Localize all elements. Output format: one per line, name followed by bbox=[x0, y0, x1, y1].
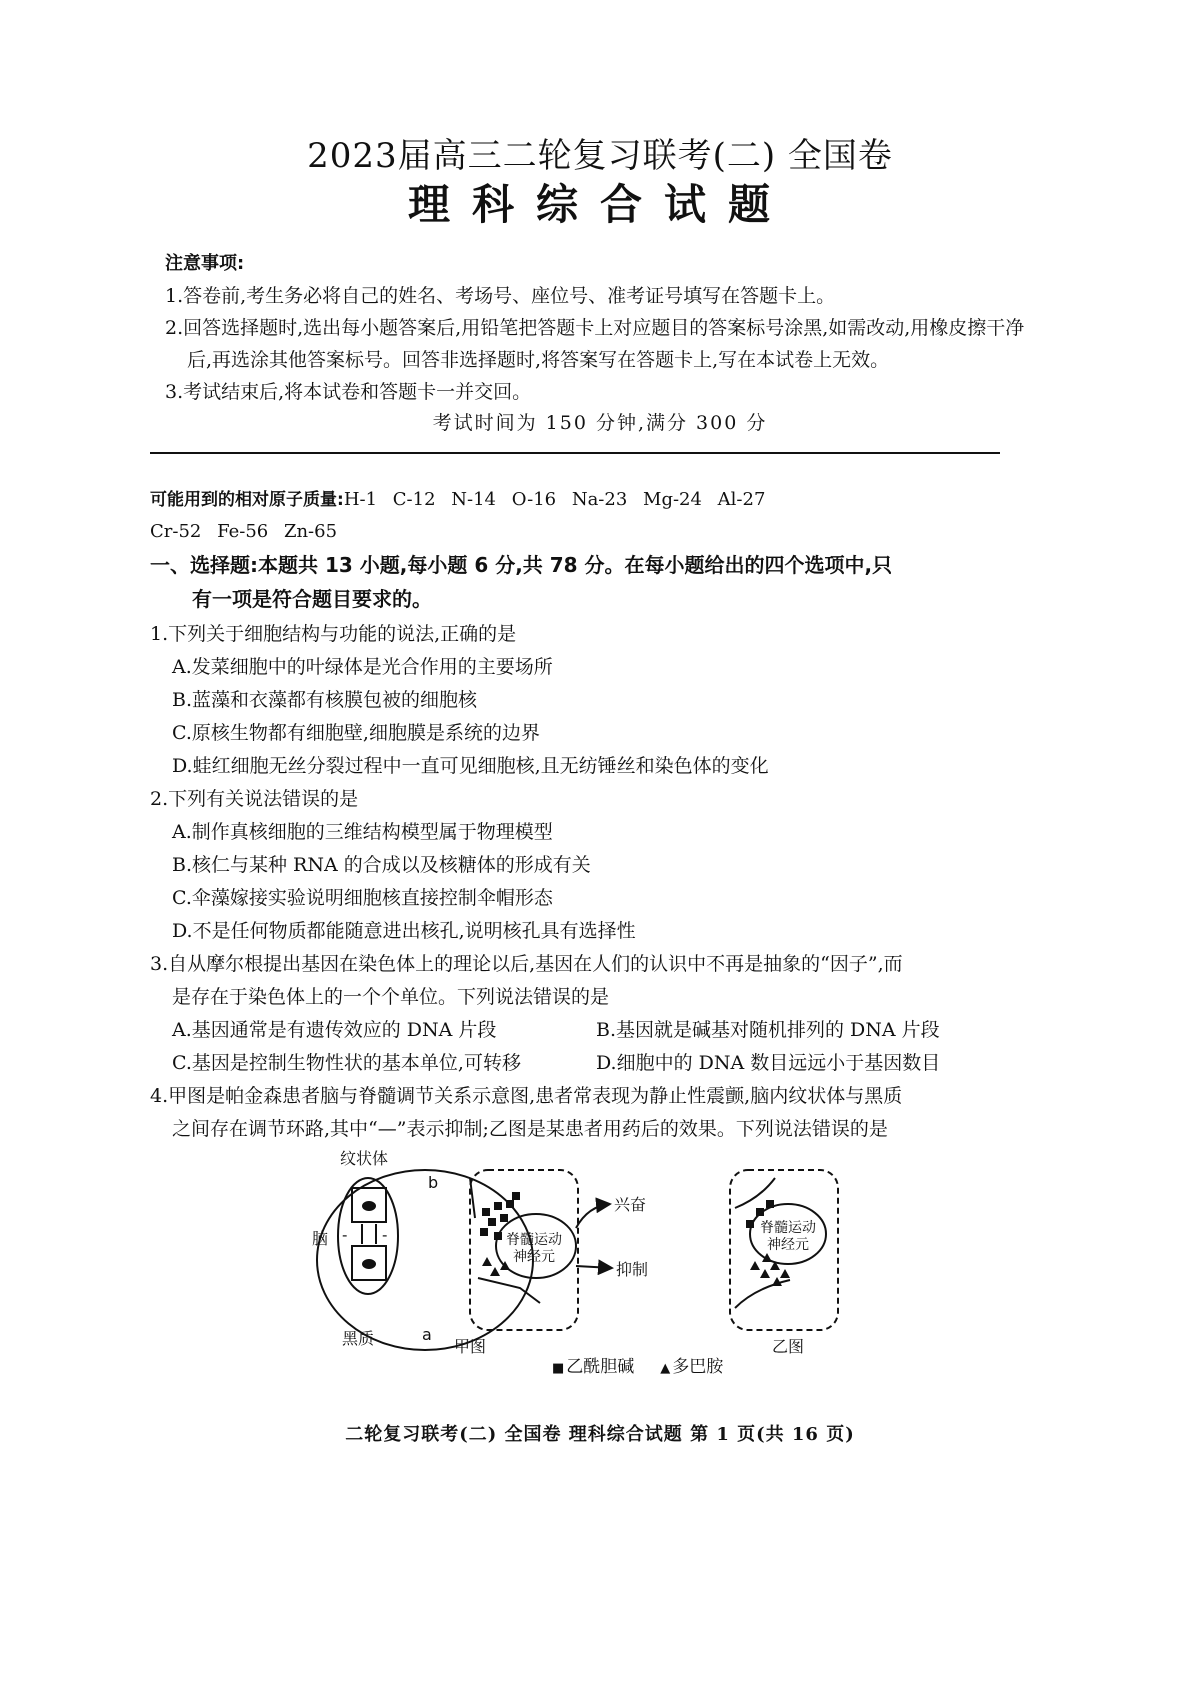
dopamine-mark bbox=[482, 1257, 492, 1266]
question-stem: 4.甲图是帕金森患者脑与脊髓调节关系示意图,患者常表现为静止性震颤,脑内纹状体与黑质 bbox=[150, 1085, 903, 1107]
acetylcholine-mark bbox=[488, 1218, 496, 1226]
acetylcholine-mark bbox=[746, 1220, 754, 1228]
excite-label: 兴奋 bbox=[614, 1195, 647, 1214]
exam-subject-title: 理科综合试题 bbox=[407, 180, 792, 229]
nucleus-icon bbox=[362, 1259, 376, 1269]
option: D.蛙红细胞无丝分裂过程中一直可见细胞核,且无纺锤丝和染色体的变化 bbox=[172, 755, 769, 777]
option: B.核仁与某种 RNA 的合成以及核糖体的形成有关 bbox=[172, 854, 591, 876]
option: A.发菜细胞中的叶绿体是光合作用的主要场所 bbox=[172, 656, 553, 678]
inhibit-arrow bbox=[576, 1266, 612, 1268]
exam-title: 2023届高三二轮复习联考(二) 全国卷 bbox=[307, 136, 893, 176]
atomic-masses-line: H-1 C-12 N-14 O-16 Na-23 Mg-24 Al-27 bbox=[343, 489, 766, 510]
notes-item: 1.答卷前,考生务必将自己的姓名、考场号、座位号、准考证号填写在答题卡上。 bbox=[165, 285, 836, 307]
atomic-masses bbox=[150, 484, 1020, 548]
brain-label: 脑 bbox=[312, 1229, 329, 1248]
exam-time: 考试时间为 150 分钟,满分 300 分 bbox=[432, 412, 768, 434]
axon-terminal bbox=[735, 1280, 790, 1308]
option: A.基因通常是有遗传效应的 DNA 片段 bbox=[172, 1019, 497, 1041]
question-2 bbox=[150, 783, 1020, 948]
substantia-nigra-label: 黑质 bbox=[342, 1329, 375, 1348]
figure-jia-label: 甲图 bbox=[454, 1337, 487, 1356]
option: D.不是任何物质都能随意进出核孔,说明核孔具有选择性 bbox=[172, 920, 636, 942]
acetylcholine-mark bbox=[506, 1200, 514, 1208]
neuron-label: 神经元 bbox=[513, 1249, 555, 1265]
striatum-label: 纹状体 bbox=[340, 1149, 389, 1168]
brain-spinal-diagram bbox=[310, 1148, 870, 1378]
pathway-label-b: b bbox=[428, 1173, 439, 1192]
minus-sign: - bbox=[382, 1226, 388, 1244]
option: B.基因就是碱基对随机排列的 DNA 片段 bbox=[596, 1019, 940, 1041]
page-footer: 二轮复习联考(二) 全国卷 理科综合试题 第 1 页(共 16 页) bbox=[345, 1424, 855, 1445]
option: D.细胞中的 DNA 数目远远小于基因数目 bbox=[596, 1052, 941, 1074]
figure-legend bbox=[552, 1352, 723, 1377]
question-4 bbox=[150, 1080, 1020, 1146]
neuron-label: 神经元 bbox=[767, 1237, 809, 1253]
option-row bbox=[150, 1014, 1020, 1047]
dopamine-mark bbox=[750, 1261, 760, 1270]
pathway-label-a: a bbox=[422, 1325, 432, 1344]
option: C.伞藻嫁接实验说明细胞核直接控制伞帽形态 bbox=[172, 887, 553, 909]
legend-dopamine: 多巴胺 bbox=[672, 1357, 724, 1377]
question-1 bbox=[150, 618, 1020, 783]
option: A.制作真核细胞的三维结构模型属于物理模型 bbox=[172, 821, 553, 843]
nucleus-icon bbox=[362, 1201, 376, 1211]
triangle-legend-icon: ▲ bbox=[660, 1361, 671, 1376]
excite-arrow bbox=[576, 1204, 610, 1228]
option: C.基因是控制生物性状的基本单位,可转移 bbox=[172, 1052, 521, 1074]
acetylcholine-mark bbox=[494, 1232, 502, 1240]
section-heading-line: 一、选择题:本题共 13 小题,每小题 6 分,共 78 分。在每小题给出的四个选项中,只 bbox=[150, 553, 893, 577]
option: B.蓝藻和衣藻都有核膜包被的细胞核 bbox=[172, 689, 478, 711]
question-3 bbox=[150, 948, 1020, 1080]
notes-item: 2.回答选择题时,选出每小题答案后,用铅笔把答题卡上对应题目的答案标号涂黑,如需改动,用橡皮擦干净后,再选涂其他答案标号。回答非选择题时,将答案写在答题卡上,写在本试卷上无效。 bbox=[165, 317, 1025, 371]
acetylcholine-mark bbox=[766, 1200, 774, 1208]
option: C.原核生物都有细胞壁,细胞膜是系统的边界 bbox=[172, 722, 540, 744]
acetylcholine-mark bbox=[494, 1202, 502, 1210]
question-stem: 1.下列关于细胞结构与功能的说法,正确的是 bbox=[150, 623, 517, 645]
section-heading-line: 有一项是符合题目要求的。 bbox=[192, 587, 432, 611]
notes-item: 3.考试结束后,将本试卷和答题卡一并交回。 bbox=[165, 381, 532, 403]
dopamine-marks-jia bbox=[482, 1257, 510, 1276]
option-row bbox=[150, 1047, 1020, 1080]
question-stem: 3.自从摩尔根提出基因在染色体上的理论以后,基因在人们的认识中不再是抽象的“因子”,而 bbox=[150, 953, 903, 975]
neuron-label: 脊髓运动 bbox=[760, 1220, 816, 1236]
acetylcholine-mark bbox=[480, 1228, 488, 1236]
dopamine-mark bbox=[490, 1267, 500, 1276]
question-stem-continued: 之间存在调节环路,其中“—”表示抑制;乙图是某患者用药后的效果。下列说法错误的是 bbox=[172, 1118, 888, 1140]
neuron-label: 脊髓运动 bbox=[506, 1232, 562, 1248]
acetylcholine-mark bbox=[482, 1208, 490, 1216]
dopamine-mark bbox=[780, 1269, 790, 1278]
atomic-masses-line: Cr-52 Fe-56 Zn-65 bbox=[150, 521, 338, 542]
square-legend-icon: ■ bbox=[552, 1361, 565, 1376]
notes-section bbox=[165, 248, 1035, 408]
question-stem: 2.下列有关说法错误的是 bbox=[150, 788, 359, 810]
minus-sign: - bbox=[342, 1226, 348, 1244]
acetylcholine-mark bbox=[500, 1214, 508, 1222]
inhibit-label: 抑制 bbox=[616, 1260, 649, 1279]
divider bbox=[150, 452, 1000, 454]
figure-yi-label: 乙图 bbox=[772, 1337, 805, 1356]
section-heading bbox=[150, 548, 1020, 616]
acetylcholine-mark bbox=[512, 1192, 520, 1200]
acetylcholine-mark bbox=[756, 1208, 764, 1216]
atomic-masses-label: 可能用到的相对原子质量: bbox=[150, 490, 344, 510]
dopamine-mark bbox=[760, 1269, 770, 1278]
legend-acetylcholine: 乙酰胆碱 bbox=[566, 1357, 635, 1377]
question-stem-continued: 是存在于染色体上的一个个单位。下列说法错误的是 bbox=[172, 986, 610, 1008]
notes-heading: 注意事项: bbox=[165, 253, 245, 274]
questions bbox=[150, 618, 1020, 1146]
